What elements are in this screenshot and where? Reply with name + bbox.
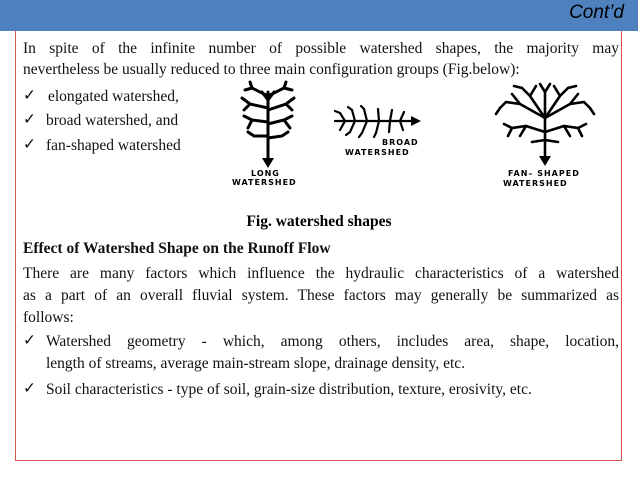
broad-outlet-arrow — [411, 116, 421, 126]
figure-caption: Fig. watershed shapes — [246, 213, 392, 230]
para-line-2: as a part of an overall fluvial system. These factors may generally be summarized as — [23, 287, 619, 304]
factor-geometry-line-1: Watershed geometry - which, among others, includes area, shape, location, — [46, 333, 619, 350]
long-outlet-arrow — [262, 158, 274, 168]
fan-watershed-drawing — [496, 84, 594, 158]
intro-line-2: nevertheless be usually reduced to three main configuration groups (Fig.below): — [23, 61, 520, 78]
para-line-3: follows: — [23, 309, 74, 326]
check-icon: ✓ — [23, 380, 36, 397]
intro-line-1: In spite of the infinite number of possible watershed shapes, the majority may — [23, 40, 619, 57]
long-watershed-drawing — [242, 82, 294, 160]
fan-outlet-arrow — [539, 156, 551, 166]
watershed-shapes-figure — [0, 0, 638, 200]
long-label-1: LONG — [251, 169, 280, 178]
fan-label-1: FAN– SHAPED — [508, 169, 580, 178]
broad-watershed-drawing — [335, 106, 412, 137]
para-line-1: There are many factors which influence the hydraulic characteristics of a watershed — [23, 265, 619, 282]
shape-item-elongated: elongated watershed, — [48, 88, 179, 105]
check-icon: ✓ — [23, 111, 36, 128]
broad-label-1: BROAD — [382, 138, 419, 147]
factor-geometry-line-2: length of streams, average main-stream slope, drainage density, etc. — [46, 355, 466, 372]
broad-label-2: WATERSHED — [345, 148, 410, 157]
factor-soil: Soil characteristics - type of soil, grain-size distribution, texture, erosivity, etc. — [46, 381, 532, 398]
shape-item-fan: fan-shaped watershed — [46, 137, 181, 154]
check-icon: ✓ — [23, 332, 36, 349]
long-label-2: WATERSHED — [232, 178, 297, 187]
check-icon: ✓ — [23, 87, 36, 104]
check-icon: ✓ — [23, 136, 36, 153]
fan-label-2: WATERSHED — [503, 179, 568, 188]
shape-item-broad: broad watershed, and — [46, 112, 179, 129]
section-title: Effect of Watershed Shape on the Runoff Flow — [23, 240, 331, 257]
slide-title: Cont’d — [569, 2, 624, 23]
